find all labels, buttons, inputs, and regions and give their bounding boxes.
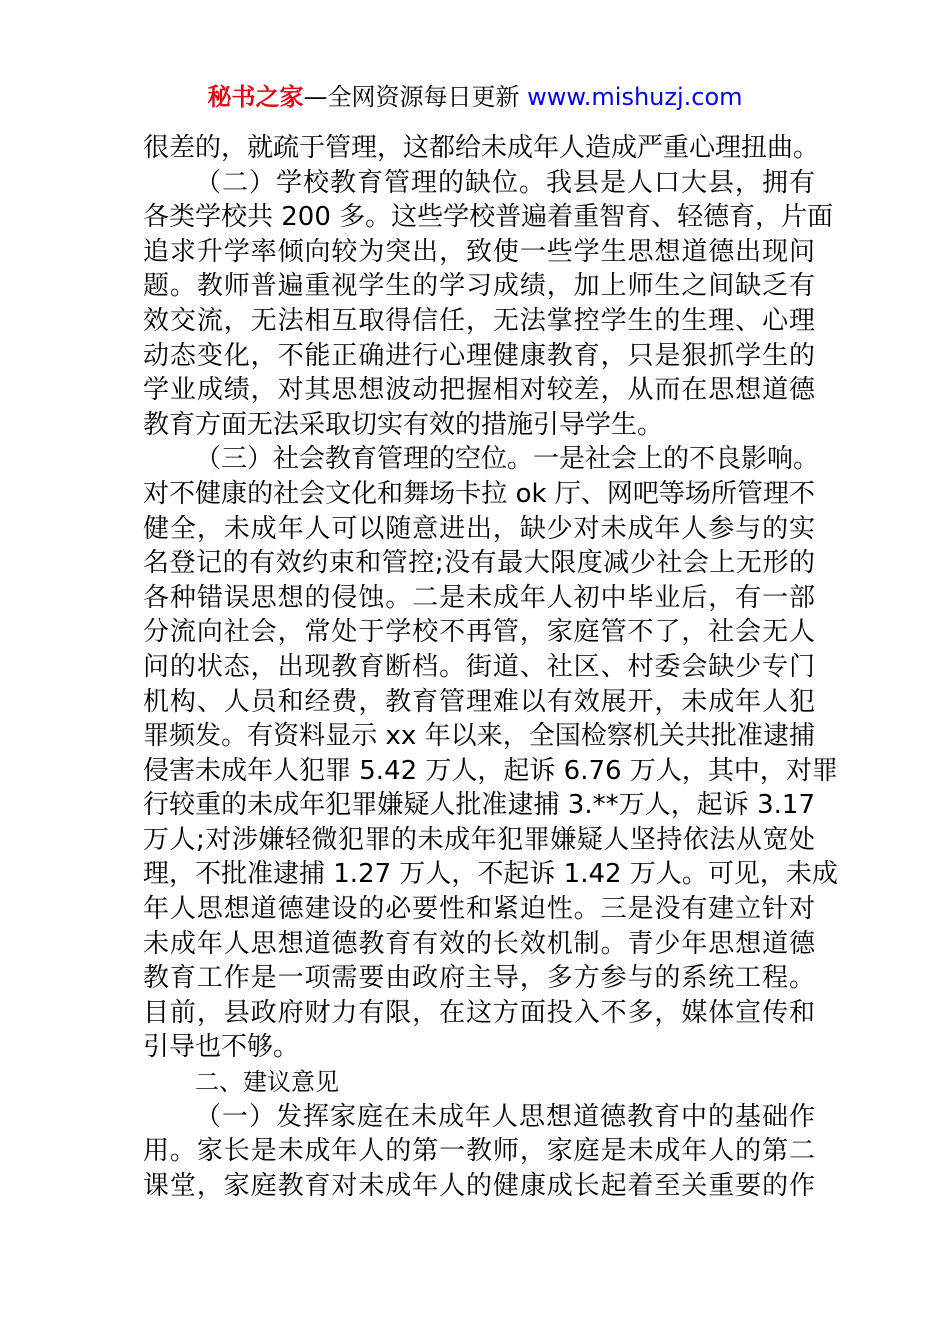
text-line: 年人思想道德建设的必要性和紧迫性。三是没有建立针对 [143, 894, 815, 925]
text-line: 各种错误思想的侵蚀。二是未成年人初中毕业后，有一部 [143, 582, 815, 613]
text-line: 罪频发。有资料显示 xx 年以来，全国检察机关共批准逮捕 [143, 721, 815, 752]
paragraph-start-line: （二）学校教育管理的缺位。我县是人口大县，拥有 [195, 167, 815, 198]
text-line: 教育方面无法采取切实有效的措施引导学生。 [143, 409, 664, 440]
text-line: 未成年人思想道德教育有效的长效机制。青少年思想道德 [143, 928, 815, 959]
text-line: 教育工作是一项需要由政府主导，多方参与的系统工程。 [143, 963, 815, 994]
text-line: 很差的，就疏于管理，这都给未成年人造成严重心理扭曲。 [143, 133, 820, 163]
text-line: 引导也不够。 [143, 1032, 300, 1063]
text-line: 行较重的未成年犯罪嫌疑人批准逮捕 3.**万人，起诉 3.17 [143, 790, 815, 821]
text-line: 问的状态，出现教育断档。街道、社区、村委会缺少专门 [143, 651, 815, 682]
brand-name: 秘书之家 [207, 83, 304, 111]
text-line: 侵害未成年人犯罪 5.42 万人，起诉 6.76 万人，其中，对罪 [143, 755, 838, 786]
text-line: 机构、人员和经费，教育管理难以有效展开，未成年人犯 [143, 686, 815, 717]
paragraph-start-line: （一）发挥家庭在未成年人思想道德教育中的基础作 [195, 1101, 815, 1132]
text-line: 名登记的有效约束和管控;没有最大限度减少社会上无形的 [143, 548, 815, 579]
text-line: 万人;对涉嫌轻微犯罪的未成年犯罪嫌疑人坚持依法从宽处 [143, 824, 815, 855]
site-header [0, 82, 950, 112]
header-tagline: —全网资源每日更新 [303, 83, 520, 111]
text-line: 学业成绩，对其思想波动把握相对较差，从而在思想道德 [143, 375, 815, 406]
document-body [143, 131, 838, 1203]
paragraph-start-line: （三）社会教育管理的空位。一是社会上的不良影响。 [195, 444, 820, 475]
text-line: 分流向社会，常处于学校不再管，家庭管不了，社会无人 [143, 617, 815, 648]
text-line: 健全，未成年人可以随意进出，缺少对未成年人参与的实 [143, 513, 815, 544]
text-line: 动态变化，不能正确进行心理健康教育，只是狠抓学生的 [143, 340, 815, 371]
text-line: 各类学校共 200 多。这些学校普遍着重智育、轻德育，片面 [143, 202, 834, 233]
text-line: 目前，县政府财力有限，在这方面投入不多，媒体宣传和 [143, 997, 815, 1028]
text-line: 理，不批准逮捕 1.27 万人，不起诉 1.42 万人。可见，未成 [143, 859, 838, 890]
section-heading: 二、建议意见 [195, 1068, 339, 1097]
text-line: 题。教师普遍重视学生的学习成绩，加上师生之间缺乏有 [143, 271, 815, 302]
text-line: 用。家长是未成年人的第一教师，家庭是未成年人的第二 [143, 1136, 815, 1167]
text-line: 课堂，家庭教育对未成年人的健康成长起着至关重要的作 [143, 1170, 815, 1201]
site-url-link[interactable]: www.mishuzj.com [527, 83, 743, 111]
text-line: 追求升学率倾向较为突出，致使一些学生思想道德出现问 [143, 236, 815, 267]
text-line: 效交流，无法相互取得信任，无法掌控学生的生理、心理 [143, 305, 815, 336]
text-line: 对不健康的社会文化和舞场卡拉 ok 厅、网吧等场所管理不 [143, 478, 815, 509]
